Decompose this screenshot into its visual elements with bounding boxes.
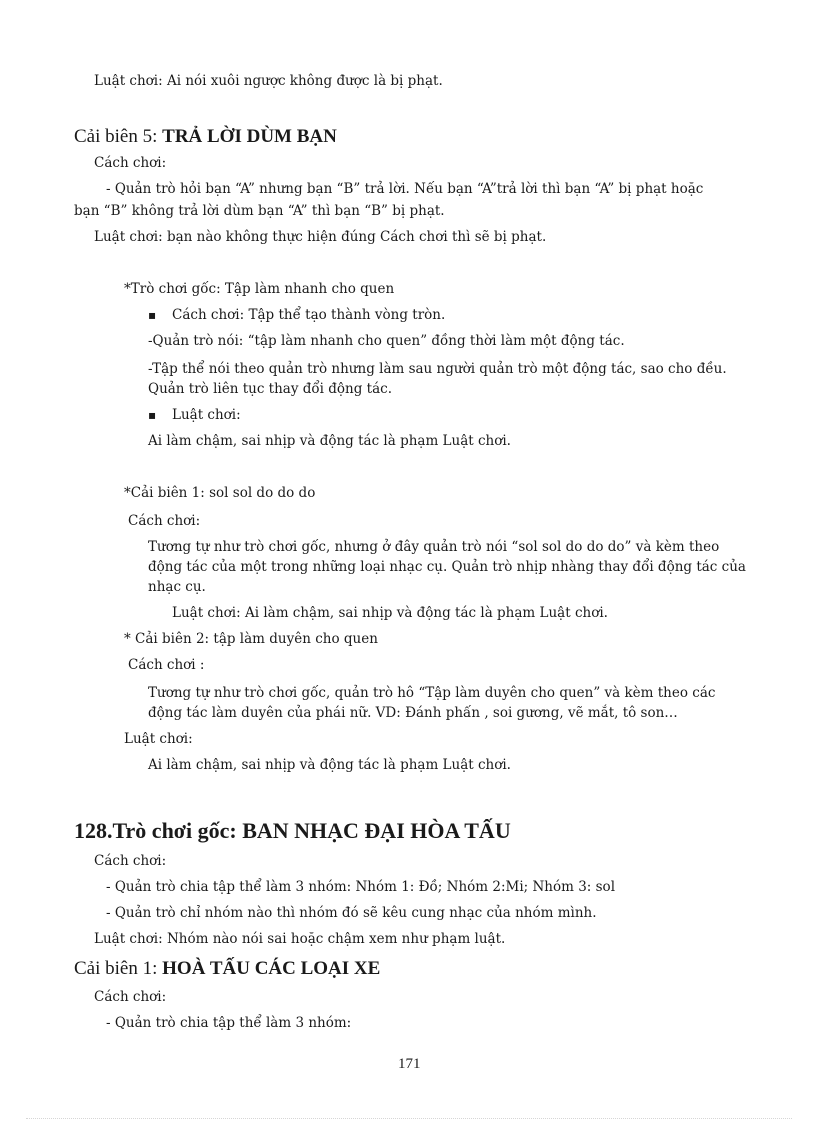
paragraph-line: Ai làm chậm, sai nhịp và động tác là phạm Luật chơi. xyxy=(148,433,511,449)
paragraph-line: - Quản trò chia tập thể làm 3 nhóm: xyxy=(106,1015,352,1031)
how-to-label: Cách chơi: xyxy=(94,853,167,869)
paragraph-line: -Quản trò nói: “tập làm nhanh cho quen” đồng thời làm một động tác. xyxy=(148,333,625,349)
rule-text: Luật chơi: Ai làm chậm, sai nhịp và động tác là phạm Luật chơi. xyxy=(172,605,608,621)
paragraph-line: Tương tự như trò chơi gốc, quản trò hô “Tập làm duyên cho quen” và kèm theo các xyxy=(148,685,716,701)
bullet-item: ▪ Cách chơi: Tập thể tạo thành vòng tròn. xyxy=(172,306,445,324)
rule-text: Luật chơi: Nhóm nào nói sai hoặc chậm xem như phạm luật. xyxy=(94,931,506,947)
section-heading-cai-bien-1 xyxy=(74,958,380,980)
paragraph-line: bạn “B” không trả lời dùm bạn “A” thì bạn “B” bị phạt. xyxy=(74,203,445,219)
how-to-label: Cách chơi : xyxy=(128,657,205,673)
heading-prefix: Cải biên 1: xyxy=(74,958,163,979)
how-to-label: Cách chơi: xyxy=(94,155,167,171)
paragraph-line: - Quản trò hỏi bạn “A” nhưng bạn “B” trả lời. Nếu bạn “A”trả lời thì bạn “A” bị phạt hoặc xyxy=(106,181,704,197)
paragraph-line: động tác làm duyên của phái nữ. VD: Đánh phấn , soi gương, vẽ mắt, tô son… xyxy=(148,705,678,721)
how-to-label: Cách chơi: xyxy=(128,513,201,529)
rule-text: Luật chơi: bạn nào không thực hiện đúng Cách chơi thì sẽ bị phạt. xyxy=(94,229,547,245)
paragraph-line: nhạc cụ. xyxy=(148,579,206,595)
subsection-title: * Cải biên 2: tập làm duyên cho quen xyxy=(124,631,378,647)
paragraph-line: Tương tự như trò chơi gốc, nhưng ở đây quản trò nói “sol sol do do do” và kèm theo xyxy=(148,539,720,555)
section-heading-128: 128.Trò chơi gốc: BAN NHẠC ĐẠI HÒA TẤU xyxy=(74,818,511,843)
subsection-title: *Cải biên 1: sol sol do do do xyxy=(124,485,316,501)
page-number: 171 xyxy=(398,1056,421,1072)
heading-title: HOÀ TẤU CÁC LOẠI XE xyxy=(162,958,381,979)
paragraph-line: Ai làm chậm, sai nhịp và động tác là phạm Luật chơi. xyxy=(148,757,511,773)
rule-label: Luật chơi: xyxy=(124,731,193,747)
subsection-title: *Trò chơi gốc: Tập làm nhanh cho quen xyxy=(124,281,395,297)
heading-prefix: Cải biên 5: xyxy=(74,126,163,147)
section-heading-cai-bien-5 xyxy=(74,126,337,148)
how-to-label: Cách chơi: xyxy=(94,989,167,1005)
paragraph-line: Quản trò liên tục thay đổi động tác. xyxy=(148,381,392,397)
bullet-item: ▪ Luật chơi: xyxy=(172,406,241,424)
paragraph-line: - Quản trò chỉ nhóm nào thì nhóm đó sẽ kêu cung nhạc của nhóm mình. xyxy=(106,905,597,921)
footer-divider xyxy=(26,1118,792,1119)
heading-title: TRẢ LỜI DÙM BẠN xyxy=(162,126,337,147)
paragraph-line: động tác của một trong những loại nhạc cụ. Quản trò nhịp nhàng thay đổi động tác của xyxy=(148,559,746,575)
paragraph-line: -Tập thể nói theo quản trò nhưng làm sau người quản trò một động tác, sao cho đều. xyxy=(148,361,727,377)
rule-text: Luật chơi: Ai nói xuôi ngược không được là bị phạt. xyxy=(94,73,443,89)
paragraph-line: - Quản trò chia tập thể làm 3 nhóm: Nhóm 1: Đồ; Nhóm 2:Mi; Nhóm 3: sol xyxy=(106,879,616,895)
